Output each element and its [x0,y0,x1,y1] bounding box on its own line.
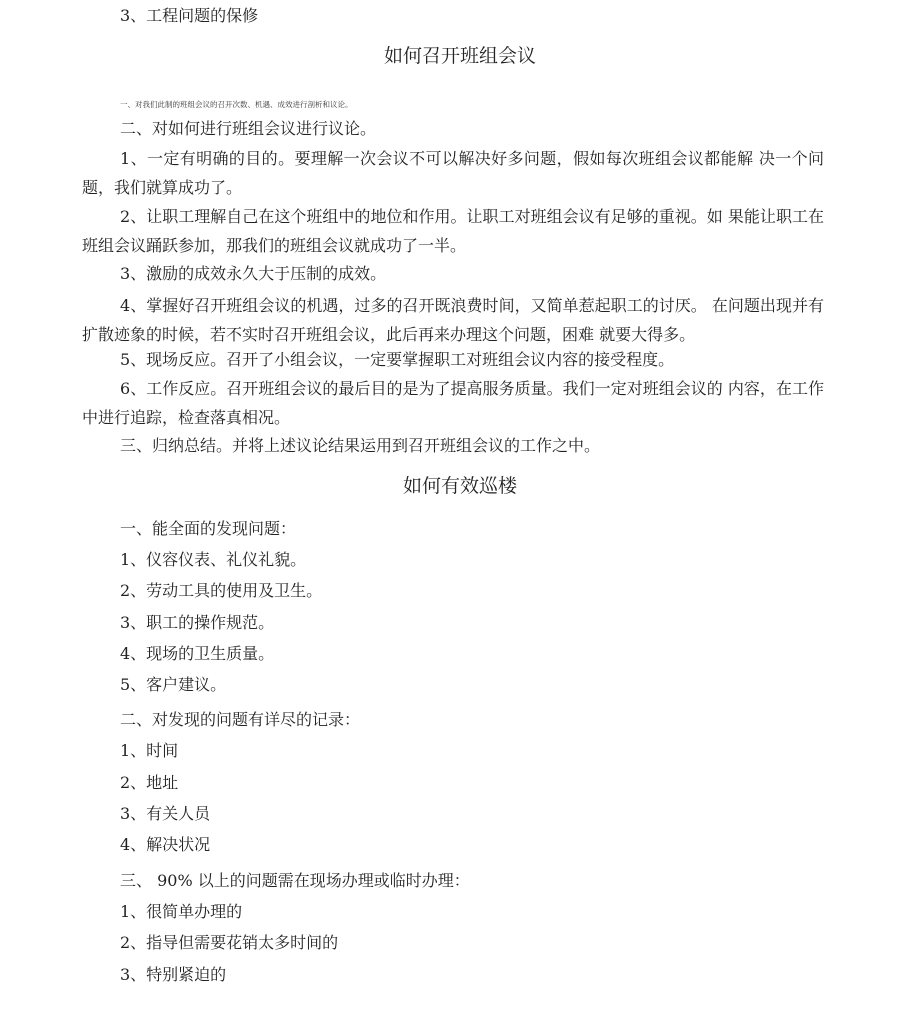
list-item: 1、仪容仪表、礼仪礼貌。 [120,550,307,569]
meeting-section2-heading: 二、对如何进行班组会议进行议论。 [120,119,377,138]
meeting-paragraph-4: 4、掌握好召开班组会议的机遇，过多的召开既浪费时间，又简单惹起职工的讨厌。 在问题出现并有扩散迹象的时候，若不实时召开班组会议，此后再来办理这个问题，困难 就要大得多。 [82,296,824,344]
list-item: 4、现场的卫生质量。 [120,644,275,663]
meeting-title: 如何召开班组会议 [383,45,536,67]
meeting-section1-text: 一、对我们此制的班组会议的召开次数、机遇、成效进行剖析和议论。 [120,100,353,109]
patrol-title: 如何有效巡楼 [402,475,517,497]
meeting-paragraph-6: 6、工作反应。召开班组会议的最后目的是为了提高服务质量。我们一定对班组会议的 内容，在工作中进行追踪，检查落真相况。 [82,379,824,427]
list-item: 3、职工的操作规范。 [120,613,275,632]
meeting-paragraph-3: 3、激励的成效永久大于压制的成效。 [120,264,387,283]
list-item: 5、客户建议。 [120,675,227,694]
meeting-paragraph-2: 2、让职工理解自己在这个班组中的地位和作用。让职工对班组会议有足够的重视。如 果能让职工在班组会议踊跃参加，那我们的班组会议就成功了一半。 [82,207,824,255]
list-item: 3、有关人员 [120,804,211,823]
list-item: 1、很简单办理的 [120,902,243,921]
meeting-paragraph-5: 5、现场反应。召开了小组会议，一定要掌握职工对班组会议内容的接受程度。 [120,350,675,369]
patrol-s2-heading: 二、对发现的问题有详尽的记录： [120,710,361,729]
list-item: 2、劳动工具的使用及卫生。 [120,581,323,600]
top-list-item: 3、工程问题的保修 [120,6,259,25]
list-item: 4、解决状况 [120,835,211,854]
meeting-paragraph-1: 1、一定有明确的目的。要理解一次会议不可以解决好多问题，假如每次班组会议都能解 决一个问题，我们就算成功了。 [82,149,824,197]
list-item: 3、特别紧迫的 [120,965,227,984]
list-item: 2、指导但需要花销太多时间的 [120,933,339,952]
patrol-s1-heading: 一、能全面的发现问题： [120,519,297,538]
list-item: 2、地址 [120,773,179,792]
patrol-s3-heading: 三、 90% 以上的问题需在现场办理或临时办理： [120,871,470,890]
list-item: 1、时间 [120,741,179,760]
meeting-section3: 三、归纳总结。并将上述议论结果运用到召开班组会议的工作之中。 [120,436,601,455]
